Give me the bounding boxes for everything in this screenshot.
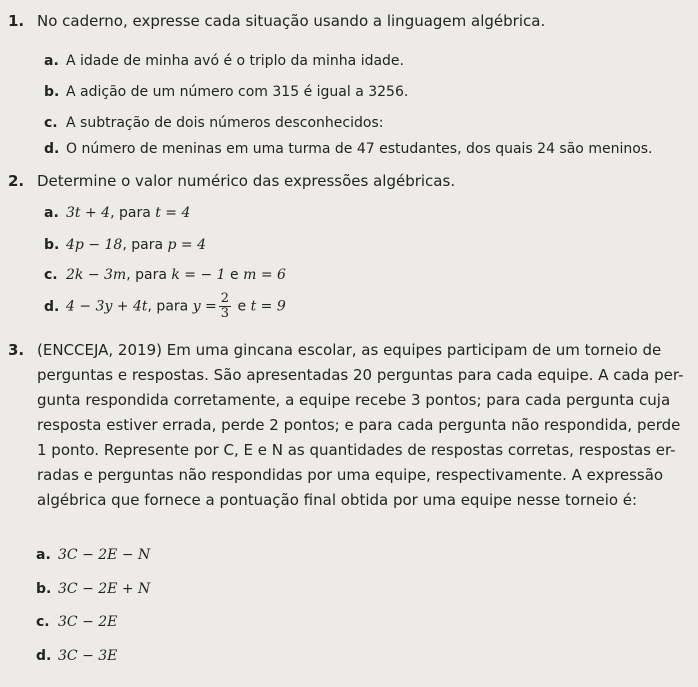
q3-line: gunta respondida corretamente, a equipe recebe 3 pontos; para cada pergunta cuja [37, 391, 671, 409]
item-text: A idade de minha avó é o triplo da minha idade. [66, 53, 404, 69]
option-expression: 3C − 2E − N [58, 547, 151, 563]
q1-item-d [44, 141, 653, 157]
item-condition: , para [147, 298, 193, 315]
item-condition-math: y = [192, 298, 217, 315]
option-expression: 3C − 2E + N [58, 581, 151, 597]
item-expression: 4p − 18 [66, 237, 123, 253]
item-label: c. [44, 267, 58, 283]
q3-line: algébrica que fornece a pontuação final obtida por uma equipe nesse torneio é: [37, 491, 638, 509]
option-label: a. [36, 547, 51, 563]
option-label: b. [36, 581, 52, 597]
q2-item-b [44, 237, 206, 253]
fraction-denominator: 3 [220, 306, 230, 321]
q2-item-a [44, 205, 190, 221]
q3-number: 3. [8, 341, 25, 359]
q1-item-c [44, 115, 383, 131]
q2-item-c [44, 267, 286, 283]
q2-prompt: Determine o valor numérico das expressões algébricas. [37, 172, 456, 190]
item-text: O número de meninas em uma turma de 47 estudantes, dos quais 24 são meninos. [66, 141, 653, 157]
option-expression: 3C − 3E [58, 648, 118, 664]
q1-item-b [44, 84, 408, 100]
q3-option-c [36, 614, 117, 630]
item-label: c. [44, 115, 58, 131]
q1-item-a [44, 53, 404, 69]
q3-line: radas e perguntas não respondidas por uma equipe, respectivamente. A expressão [37, 466, 664, 484]
item-expression: 4 − 3y + 4t [66, 298, 148, 315]
item-label: b. [44, 84, 60, 100]
q3-line: resposta estiver errada, perde 2 pontos; e para cada pergunta não respondida, perde [37, 416, 681, 434]
q3-option-a [36, 547, 150, 563]
item-condition-join: e [225, 267, 244, 283]
item-label: d. [44, 298, 60, 315]
item-condition-math: p = 4 [167, 237, 206, 253]
item-condition-join: e [233, 298, 251, 315]
item-label: b. [44, 237, 60, 253]
q3-option-d [36, 648, 117, 664]
item-expression: 2k − 3m [66, 267, 127, 283]
q3-option-b [36, 581, 150, 597]
item-label: a. [44, 53, 59, 69]
item-condition: , para [126, 267, 172, 283]
item-condition-math-2: t = 9 [250, 298, 286, 315]
q2-item-d [44, 292, 286, 321]
item-label: a. [44, 205, 59, 221]
q3-line: (ENCCEJA, 2019) Em uma gincana escolar, as equipes participam de um torneio de [37, 341, 662, 359]
fraction [219, 292, 231, 321]
item-condition: , para [110, 205, 156, 221]
fraction-numerator: 2 [220, 291, 230, 306]
q1-number: 1. [8, 12, 25, 30]
item-condition-math-2: m = 6 [243, 267, 286, 283]
q1-prompt: No caderno, expresse cada situação usando a linguagem algébrica. [37, 12, 546, 30]
q3-line: 1 ponto. Represente por C, E e N as quantidades de respostas corretas, respostas er- [37, 441, 676, 459]
item-text: A adição de um número com 315 é igual a 3256. [66, 84, 409, 100]
item-label: d. [44, 141, 60, 157]
q3-line: perguntas e respostas. São apresentadas 20 perguntas para cada equipe. A cada per- [37, 366, 684, 384]
option-expression: 3C − 2E [58, 614, 118, 630]
item-text: A subtração de dois números desconhecidos: [66, 115, 384, 131]
item-condition: , para [122, 237, 168, 253]
item-condition-math: k = − 1 [171, 267, 226, 283]
q3-statement [37, 338, 692, 513]
option-label: d. [36, 648, 52, 664]
item-expression: 3t + 4 [66, 205, 111, 221]
q2-number: 2. [8, 172, 25, 190]
item-condition-math: t = 4 [155, 205, 191, 221]
option-label: c. [36, 614, 50, 630]
